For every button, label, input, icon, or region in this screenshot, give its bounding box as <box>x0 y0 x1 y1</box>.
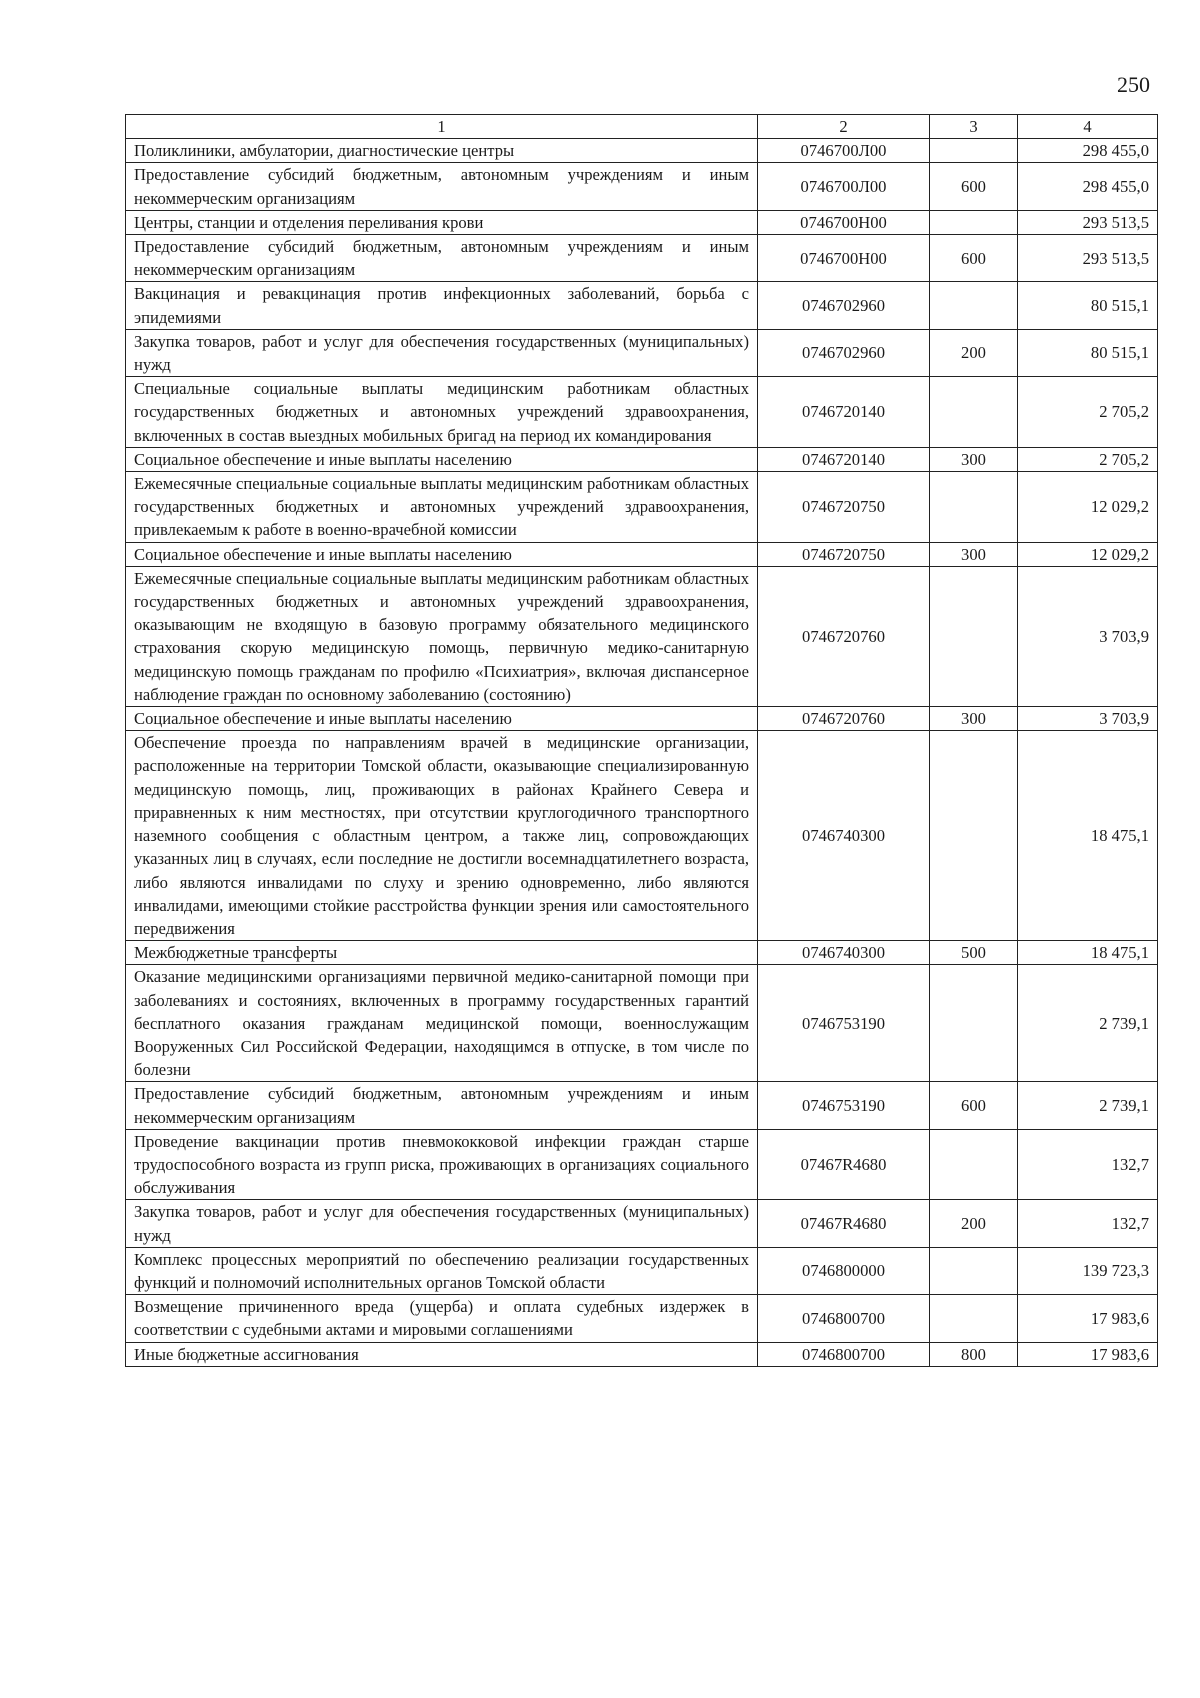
row-name-cell: Комплекс процессных мероприятий по обеспечению реализации государственных функций и полномочий исполнительных органов Томской области <box>126 1247 758 1294</box>
row-code-cell: 0746720760 <box>758 707 930 731</box>
row-sum-cell: 17 983,6 <box>1018 1295 1158 1342</box>
table-row <box>126 235 1158 282</box>
table-row <box>126 1295 1158 1342</box>
table-row <box>126 542 1158 566</box>
table-body <box>126 139 1158 1367</box>
row-name-cell: Межбюджетные трансферты <box>126 941 758 965</box>
row-sum-cell: 132,7 <box>1018 1200 1158 1247</box>
row-code-cell: 0746702960 <box>758 329 930 376</box>
row-code-cell: 0746720750 <box>758 472 930 543</box>
row-code-cell: 07467R4680 <box>758 1129 930 1200</box>
row-name-cell: Закупка товаров, работ и услуг для обеспечения государственных (муниципальных) нужд <box>126 1200 758 1247</box>
row-sum-cell: 12 029,2 <box>1018 472 1158 543</box>
row-type-cell <box>930 139 1018 163</box>
row-name-cell: Вакцинация и ревакцинация против инфекционных заболеваний, борьба с эпидемиями <box>126 282 758 329</box>
row-code-cell: 0746700Л00 <box>758 163 930 210</box>
row-type-cell: 800 <box>930 1342 1018 1366</box>
row-sum-cell: 2 739,1 <box>1018 965 1158 1082</box>
row-type-cell <box>930 965 1018 1082</box>
row-sum-cell: 298 455,0 <box>1018 163 1158 210</box>
table-row <box>126 1247 1158 1294</box>
row-name-cell: Ежемесячные специальные социальные выплаты медицинским работникам областных государственных бюджетных и автономных учреждений здравоохранения, оказывающим не входящую в базовую программу обязательного медицинского страхования скорую медицинскую помощь, первичную медико-санитарную медицинскую помощь гражданам по профилю «Психиатрия», включая диспансерное наблюдение граждан по основному заболеванию (состоянию) <box>126 566 758 706</box>
row-name-cell: Центры, станции и отделения переливания крови <box>126 210 758 234</box>
row-name-cell: Предоставление субсидий бюджетным, автономным учреждениям и иным некоммерческим организациям <box>126 235 758 282</box>
row-sum-cell: 12 029,2 <box>1018 542 1158 566</box>
row-type-cell <box>930 1129 1018 1200</box>
row-sum-cell: 80 515,1 <box>1018 329 1158 376</box>
row-code-cell: 0746700Л00 <box>758 139 930 163</box>
row-sum-cell: 80 515,1 <box>1018 282 1158 329</box>
row-code-cell: 0746753190 <box>758 965 930 1082</box>
row-name-cell: Возмещение причиненного вреда (ущерба) и оплата судебных издержек в соответствии с судебными актами и мировыми соглашениями <box>126 1295 758 1342</box>
row-type-cell <box>930 210 1018 234</box>
row-name-cell: Предоставление субсидий бюджетным, автономным учреждениям и иным некоммерческим организациям <box>126 163 758 210</box>
row-sum-cell: 18 475,1 <box>1018 731 1158 941</box>
row-name-cell: Специальные социальные выплаты медицинским работникам областных государственных бюджетных и автономных учреждений здравоохранения, включенных в состав выездных мобильных бригад на период их командирования <box>126 377 758 448</box>
table-row <box>126 566 1158 706</box>
row-code-cell: 0746702960 <box>758 282 930 329</box>
row-type-cell: 600 <box>930 163 1018 210</box>
table-row <box>126 447 1158 471</box>
table-row <box>126 472 1158 543</box>
row-type-cell <box>930 566 1018 706</box>
budget-table <box>125 114 1158 1367</box>
row-sum-cell: 298 455,0 <box>1018 139 1158 163</box>
row-type-cell <box>930 377 1018 448</box>
table-row <box>126 1342 1158 1366</box>
table-header-row <box>126 115 1158 139</box>
row-type-cell: 600 <box>930 235 1018 282</box>
table-row <box>126 1200 1158 1247</box>
table-row <box>126 163 1158 210</box>
row-sum-cell: 3 703,9 <box>1018 707 1158 731</box>
table-row <box>126 941 1158 965</box>
row-name-cell: Иные бюджетные ассигнования <box>126 1342 758 1366</box>
column-header-2: 2 <box>758 115 930 139</box>
table-row <box>126 707 1158 731</box>
row-code-cell: 0746800700 <box>758 1342 930 1366</box>
row-type-cell: 300 <box>930 447 1018 471</box>
row-name-cell: Социальное обеспечение и иные выплаты населению <box>126 447 758 471</box>
row-code-cell: 0746800000 <box>758 1247 930 1294</box>
table-row <box>126 210 1158 234</box>
row-type-cell <box>930 472 1018 543</box>
row-name-cell: Проведение вакцинации против пневмококковой инфекции граждан старше трудоспособного возраста из групп риска, проживающих в организациях социального обслуживания <box>126 1129 758 1200</box>
row-name-cell: Закупка товаров, работ и услуг для обеспечения государственных (муниципальных) нужд <box>126 329 758 376</box>
row-code-cell: 0746753190 <box>758 1082 930 1129</box>
row-sum-cell: 3 703,9 <box>1018 566 1158 706</box>
table-row <box>126 329 1158 376</box>
row-code-cell: 0746720750 <box>758 542 930 566</box>
row-type-cell <box>930 1247 1018 1294</box>
row-type-cell: 600 <box>930 1082 1018 1129</box>
column-header-3: 3 <box>930 115 1018 139</box>
table-row <box>126 1082 1158 1129</box>
row-name-cell: Оказание медицинскими организациями первичной медико-санитарной помощи при заболеваниях и состояниях, включенных в программу государственных гарантий бесплатного оказания гражданам медицинской помощи, военнослужащим Вооруженных Сил Российской Федерации, находящимся в отпуске, в том числе по болезни <box>126 965 758 1082</box>
row-sum-cell: 2 705,2 <box>1018 447 1158 471</box>
column-header-1: 1 <box>126 115 758 139</box>
row-type-cell <box>930 1295 1018 1342</box>
row-code-cell: 0746700Н00 <box>758 210 930 234</box>
row-code-cell: 0746720140 <box>758 447 930 471</box>
row-code-cell: 07467R4680 <box>758 1200 930 1247</box>
row-code-cell: 0746800700 <box>758 1295 930 1342</box>
row-type-cell: 200 <box>930 329 1018 376</box>
row-code-cell: 0746700Н00 <box>758 235 930 282</box>
row-type-cell: 200 <box>930 1200 1018 1247</box>
row-code-cell: 0746740300 <box>758 941 930 965</box>
row-sum-cell: 293 513,5 <box>1018 235 1158 282</box>
row-type-cell <box>930 282 1018 329</box>
table-row <box>126 377 1158 448</box>
table-row <box>126 965 1158 1082</box>
column-header-4: 4 <box>1018 115 1158 139</box>
row-type-cell: 300 <box>930 542 1018 566</box>
table-row <box>126 282 1158 329</box>
page-number: 250 <box>1117 72 1150 97</box>
row-name-cell: Социальное обеспечение и иные выплаты населению <box>126 542 758 566</box>
table-row <box>126 1129 1158 1200</box>
row-code-cell: 0746740300 <box>758 731 930 941</box>
row-sum-cell: 18 475,1 <box>1018 941 1158 965</box>
row-sum-cell: 17 983,6 <box>1018 1342 1158 1366</box>
row-code-cell: 0746720760 <box>758 566 930 706</box>
row-type-cell: 300 <box>930 707 1018 731</box>
row-name-cell: Ежемесячные специальные социальные выплаты медицинским работникам областных государственных бюджетных и автономных учреждений здравоохранения, привлекаемым к работе в военно-врачебной комиссии <box>126 472 758 543</box>
row-code-cell: 0746720140 <box>758 377 930 448</box>
row-sum-cell: 2 739,1 <box>1018 1082 1158 1129</box>
row-sum-cell: 2 705,2 <box>1018 377 1158 448</box>
row-sum-cell: 293 513,5 <box>1018 210 1158 234</box>
row-name-cell: Поликлиники, амбулатории, диагностические центры <box>126 139 758 163</box>
table-row <box>126 139 1158 163</box>
row-type-cell <box>930 731 1018 941</box>
row-name-cell: Обеспечение проезда по направлениям врачей в медицинские организации, расположенные на территории Томской области, оказывающие специализированную медицинскую помощь, лиц, проживающих в районах Крайнего Севера и приравненных к ним местностях, при отсутствии круглогодичного транспортного наземного сообщения с областным центром, а также лиц, сопровождающих указанных лиц в случаях, если последние не достигли восемнадцатилетнего возраста, либо являются инвалидами по слуху и зрению одновременно, либо являются инвалидами, имеющими стойкие расстройства функции зрения или самостоятельного передвижения <box>126 731 758 941</box>
row-name-cell: Социальное обеспечение и иные выплаты населению <box>126 707 758 731</box>
table-row <box>126 731 1158 941</box>
row-type-cell: 500 <box>930 941 1018 965</box>
row-name-cell: Предоставление субсидий бюджетным, автономным учреждениям и иным некоммерческим организациям <box>126 1082 758 1129</box>
row-sum-cell: 139 723,3 <box>1018 1247 1158 1294</box>
row-sum-cell: 132,7 <box>1018 1129 1158 1200</box>
